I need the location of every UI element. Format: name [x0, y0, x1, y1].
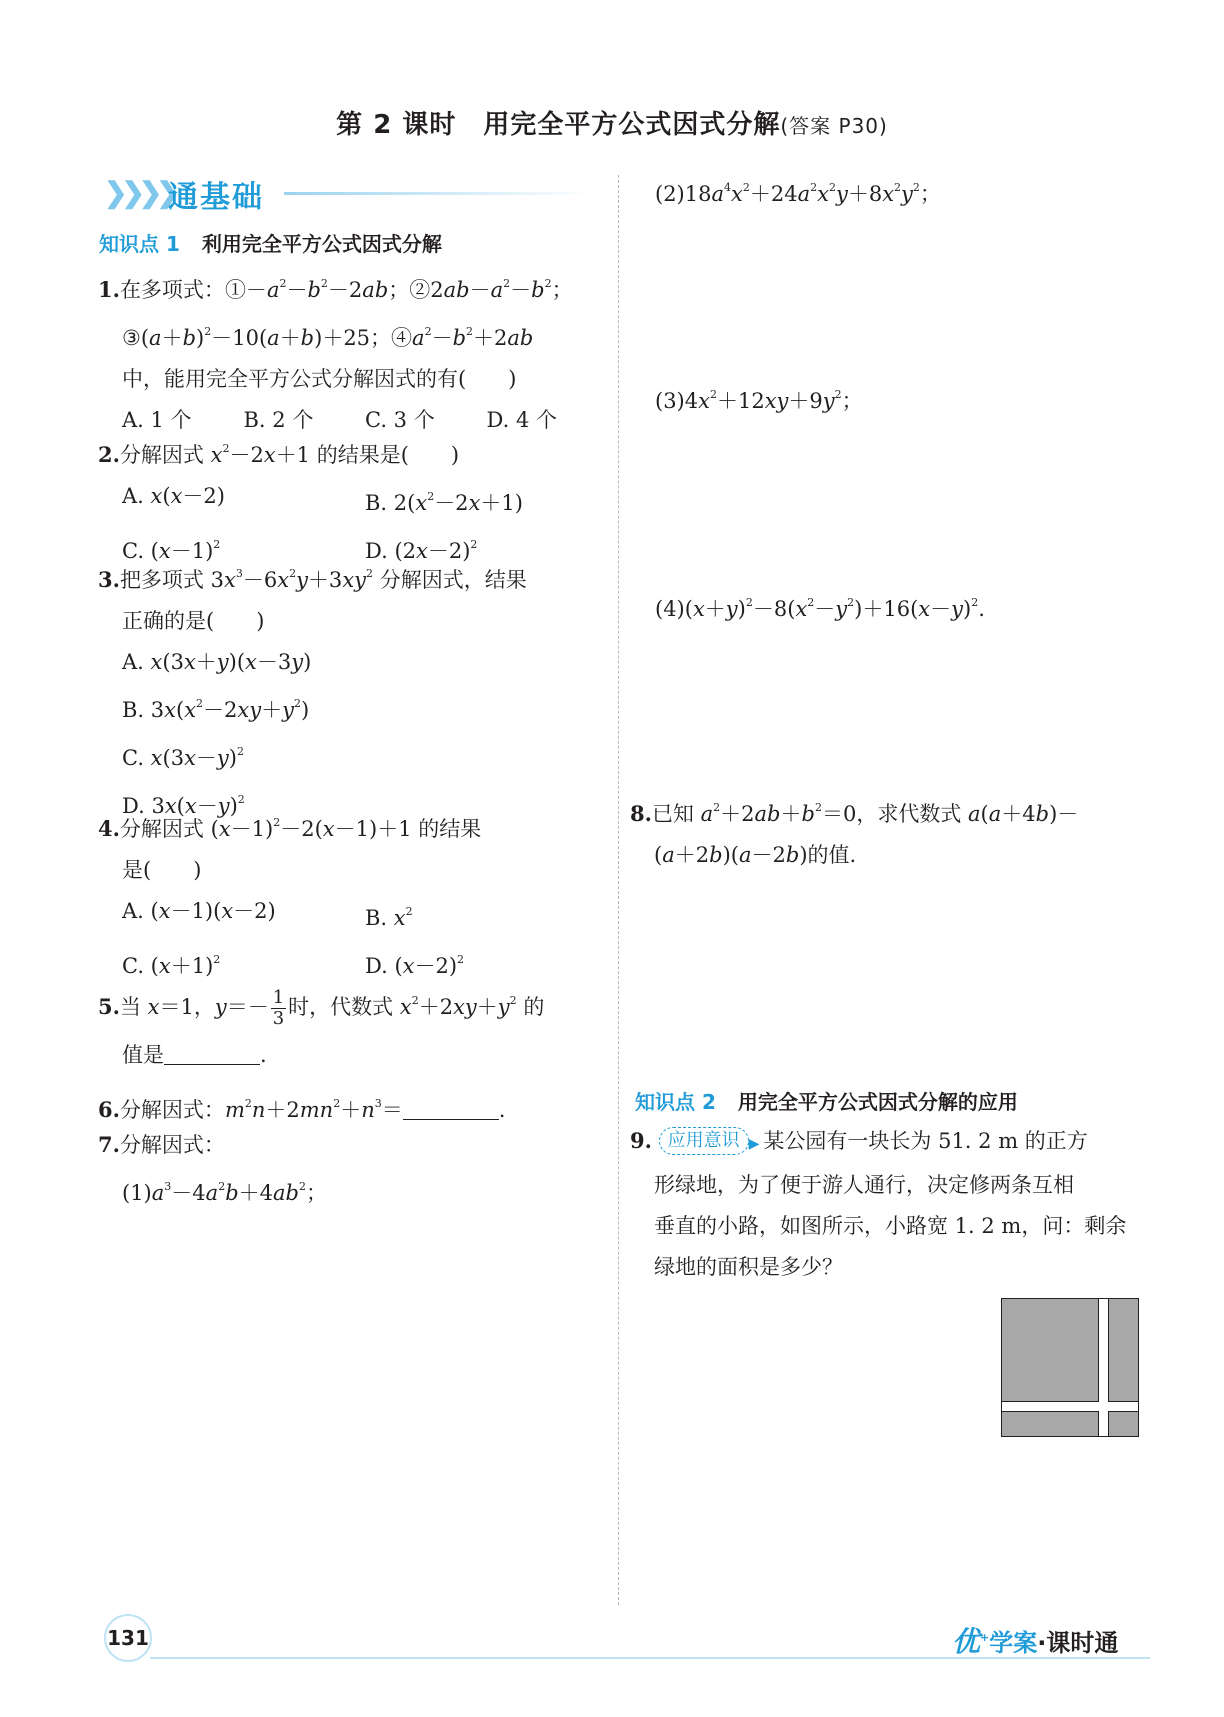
- question-9: [630, 1120, 1150, 1288]
- question-5: 5.当 x＝1，y＝－ $\frac{1}{3}$ 时，代数式 $x^2+2xy+y^2$ 的 值是 .: [98, 987, 545, 1067]
- question-number: 2.: [98, 442, 120, 467]
- question-stem-mid: 时，代数式: [288, 995, 400, 1019]
- option-c: C. $(x+1)^2$: [122, 953, 221, 978]
- question-stem: 当: [119, 995, 148, 1019]
- option-b: B. $3x(x^2-2xy+y^2)$: [122, 697, 310, 722]
- section-title: 通基础: [168, 180, 264, 215]
- question-stem-end: 中，能用完全平方公式分解因式的有( ): [122, 367, 517, 391]
- lesson-title: 第 2 课时 用完全平方公式因式分解: [336, 110, 781, 140]
- question-number: 8.: [630, 801, 652, 826]
- question-stem-end: 的: [516, 995, 545, 1019]
- fraction-numerator: 1: [272, 987, 285, 1008]
- badge-arrow-icon: ▶: [748, 1136, 760, 1152]
- question-stem-line4: 绿地的面积是多少？: [654, 1255, 843, 1279]
- question-stem: 分解因式: [119, 817, 211, 841]
- option-c: C. $x(3x-y)^2$: [122, 745, 244, 770]
- question-stem: 分解因式：: [119, 1133, 225, 1157]
- chevrons-icon: ❯❯❯❯: [104, 176, 174, 209]
- lawn-block-top-right: [1108, 1298, 1139, 1402]
- option-a: A. x(3x＋y)(x－3y): [122, 650, 312, 674]
- question-3: 3.把多项式 $3x^3-6x^2y+3xy^2$ 分解因式，结果 正确的是( ) A. x(3x＋y)(x－3y) B. $3x(x^2-2xy+y^2)$ C. $x(3x-y)^2$ D. $3x(x-y)^2$: [98, 553, 608, 827]
- skill-badge: 应用意识: [659, 1127, 749, 1155]
- question-stem-mid: 的结果: [411, 817, 482, 841]
- lawn-block-bottom-right: [1108, 1411, 1139, 1437]
- question-number: 9.: [630, 1128, 652, 1153]
- brand-part-1: 优: [952, 1625, 981, 1658]
- option-d: D. $3x(x-y)^2$: [122, 793, 245, 818]
- question-stem: 分解因式：: [119, 1098, 225, 1122]
- knowledge-point-tag: 知识点 2: [635, 1090, 716, 1114]
- question-1: 1.在多项式：$①-a^2-b^2-2ab$；$②2ab-a^2-b^2$； $③(a+b)^2-10(a+b)+25$；$④a^2-b^2+2ab$ 中，能用完全平方公式分解因式的有( ) A. 1 个 B. 2 个 C. 3 个 D. 4 个: [98, 263, 608, 441]
- question-stem-mid: ，求代数式: [856, 802, 969, 826]
- question-number: 5.: [98, 994, 120, 1019]
- question-stem-end: 是( ): [122, 858, 202, 882]
- question-stem: 分解因式: [119, 443, 211, 467]
- knowledge-point-2: [635, 1086, 1018, 1115]
- question-number: 7.: [98, 1132, 120, 1157]
- question-stem: 已知: [651, 802, 701, 826]
- option-a: A. x(x－2): [122, 484, 225, 508]
- period: .: [498, 1098, 506, 1122]
- answer-blank[interactable]: [403, 1099, 499, 1120]
- section-banner: [104, 170, 600, 215]
- knowledge-point-title: 利用完全平方公式因式分解: [201, 232, 442, 256]
- question-stem-line2: 形绿地，为了便于游人通行，决定修两条互相: [654, 1173, 1074, 1197]
- knowledge-point-1: [99, 228, 442, 257]
- fraction-denominator: 3: [272, 1008, 285, 1029]
- question-stem-line2: 值是: [122, 1043, 164, 1067]
- lawn-figure: [1001, 1298, 1139, 1437]
- answer-reference: (答案 P30): [780, 114, 888, 138]
- question-4: 4.分解因式 $(x-1)^2-2(x-1)+1$ 的结果 是( ) A. (x－1)(x－2) B. $x^2$ C. $(x+1)^2$ D. $(x-2)^2$: [98, 802, 608, 987]
- brand-part-2: 学案: [989, 1629, 1038, 1657]
- option-d: D. 4 个: [486, 408, 557, 432]
- question-7: [98, 1124, 608, 1214]
- option-b: B. 2 个: [243, 408, 314, 432]
- question-number: 1.: [98, 277, 120, 302]
- question-stem-mid: 分解因式，结果: [373, 568, 527, 592]
- question-number: 3.: [98, 567, 120, 592]
- column-divider: [618, 175, 619, 1605]
- page-title: [0, 104, 1224, 141]
- option-c: C. $(x-1)^2$: [122, 538, 221, 563]
- page-number: 131: [104, 1614, 152, 1662]
- question-stem-line3: 垂直的小路，如图所示，小路宽 1. 2 m，问：剩余: [654, 1214, 1127, 1238]
- question-stem-end: 的值.: [807, 843, 857, 867]
- question-6: 6.分解因式：$m^2n+2mn^2+n^3=$ .: [98, 1097, 506, 1122]
- option-d: D. $(x-2)^2$: [365, 953, 465, 978]
- option-a: A. 1 个: [122, 408, 192, 432]
- lawn-block-bottom-left: [1001, 1411, 1099, 1437]
- question-stem-end: 的结果是( ): [310, 443, 460, 467]
- knowledge-point-title: 用完全平方公式因式分解的应用: [737, 1090, 1018, 1114]
- lawn-block-top-left: [1001, 1298, 1099, 1402]
- brand-logo: [952, 1620, 1118, 1660]
- option-b: B. $2(x^2-2x+1)$: [365, 490, 523, 515]
- brand-part-3: ·课时通: [1037, 1629, 1119, 1657]
- question-stem: 在多项式：: [119, 278, 225, 302]
- subquestion-1: $(1)a^3-4a^2b+4ab^2$；: [122, 1180, 327, 1205]
- answer-blank[interactable]: [164, 1044, 260, 1065]
- option-d: D. $(2x-2)^2$: [365, 538, 478, 563]
- question-stem-end: 正确的是( ): [122, 609, 265, 633]
- question-stem: 把多项式: [119, 568, 211, 592]
- subquestion-3: $(3)4x^2+12xy+9y^2$；: [655, 388, 863, 413]
- subquestion-2: $(2)18a^4x^2+24a^2x^2y+8x^2y^2$；: [655, 181, 941, 206]
- option-c: C. 3 个: [365, 408, 435, 432]
- question-stem: 某公园有一块长为 51. 2 m 的正方: [763, 1129, 1088, 1153]
- question-2: 2.分解因式 $x^2-2x+1$ 的结果是( ) A. x(x－2) B. $2(x^2-2x+1)$ C. $(x-1)^2$ D. $(2x-2)^2$: [98, 428, 608, 572]
- knowledge-point-tag: 知识点 1: [99, 232, 180, 256]
- brand-plus: +: [980, 1631, 990, 1644]
- fraction: [271, 988, 286, 1029]
- question-8: 8.已知 $a^2+2ab+b^2=0$，求代数式 a(a＋4b)－ (a＋2b)(a－2b)的值.: [630, 801, 1079, 867]
- period: .: [260, 1043, 267, 1067]
- option-a: A. (x－1)(x－2): [122, 899, 276, 923]
- question-number: 4.: [98, 816, 120, 841]
- option-b: B. $x^2$: [365, 905, 413, 930]
- subquestion-4: $(4)(x+y)^2-8(x^2-y^2)+16(x-y)^2$.: [655, 596, 985, 621]
- banner-line: [284, 192, 594, 195]
- question-number: 6.: [98, 1097, 120, 1122]
